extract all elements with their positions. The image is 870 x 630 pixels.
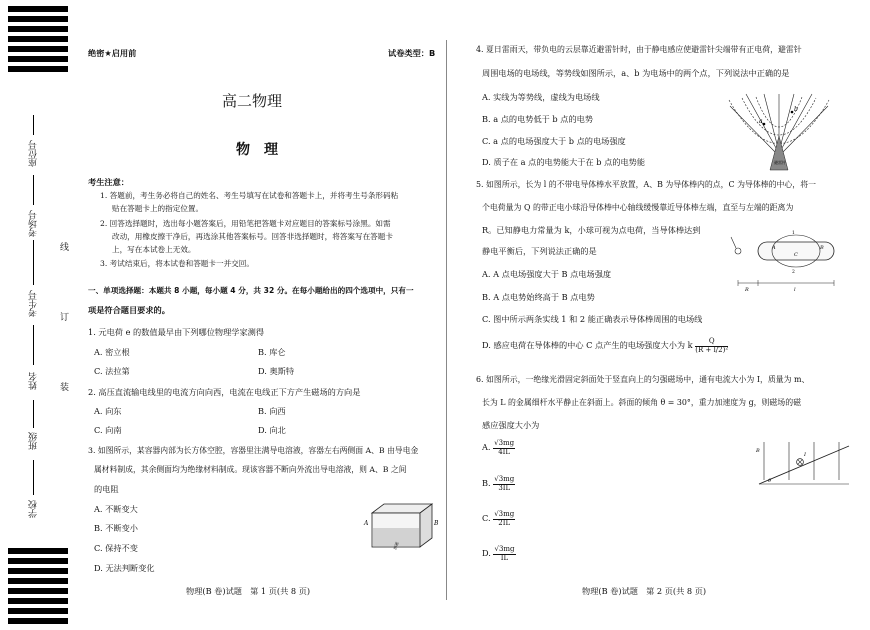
- question-6-cont: 长为 L 的金属细杆水平静止在斜面上。斜面的倾角 θ = 30°，重力加速度为 g，则磁场的磁: [482, 398, 801, 407]
- q2-option-d: D. 向北: [258, 425, 286, 435]
- fig5-label-a: A: [772, 245, 776, 251]
- notice-line: 3. 考试结束后，将本试卷和答题卡一并交回。: [100, 259, 254, 268]
- school-label: 学校: [29, 500, 39, 518]
- question-5-cont: 个电荷量为 Q 的带正电小球沿导体棒中心轴线缓慢靠近导体棒左端，直至与左端的距离为: [482, 203, 794, 212]
- notice-line: 2. 回答选择题时，选出每小题答案后，用铅笔把答题卡对应题目的答案标号涂黑。如需: [100, 219, 391, 228]
- q1-option-d: D. 奥斯特: [258, 366, 295, 376]
- q6-option-b: [482, 476, 515, 492]
- q6-a-num: √3mg: [494, 439, 515, 447]
- q6-option-b-label: B.: [482, 478, 491, 489]
- q6-option-d: [482, 546, 516, 562]
- question-5-cont: 静电平衡后，下列说法正确的是: [482, 246, 597, 256]
- q6-option-a-label: A.: [482, 442, 491, 453]
- question-6: 6. 如图所示，一绝缘光滑固定斜面处于竖直向上的匀强磁场中，通有电流大小为 I，质量为 m、: [476, 375, 810, 384]
- q5-option-a: A. A 点电场强度大于 B 点电场强度: [482, 269, 612, 279]
- question-5: 5. 如图所示，长为 l 的不带电导体棒水平放置，A、B 为导体棒内的点，C 为导体棒的中心，将一: [476, 180, 816, 189]
- examinee-label: 考生号: [29, 290, 39, 317]
- fig5-length-l: l: [794, 287, 796, 293]
- q3-option-c: C. 保持不变: [94, 543, 138, 553]
- question-4: 4. 夏日雷雨天，带负电的云层靠近避雷针时，由于静电感应使避雷针尖端带有正电荷，避雷针: [476, 45, 802, 54]
- right-footer: 物理(B 卷)试题 第 2 页(共 8 页): [582, 586, 707, 596]
- q2-option-a: A. 向东: [94, 406, 122, 416]
- right-page: [446, 0, 870, 630]
- section-heading: 一、单项选择题：本题共 8 小题，每小题 4 分，共 32 分。在每小题给出的四个选项中，只有一: [88, 286, 414, 295]
- fig4-point-a: a: [759, 118, 763, 125]
- lightning-rod-figure: [724, 92, 834, 172]
- fig5-label-b: B: [820, 245, 824, 251]
- q4-option-d: D. 质子在 a 点的电势能大于在 b 点的电势能: [482, 157, 646, 167]
- q5-option-d-text: D. 感应电荷在导体棒的中心 C 点产生的电场强度大小为 k: [482, 340, 693, 351]
- q3-option-a: A. 不断变大: [94, 504, 138, 514]
- binding-line-mark: 线: [60, 243, 70, 253]
- q4-option-b: B. a 点的电势低于 b 点的电势: [482, 114, 594, 124]
- q1-option-c: C. 法拉第: [94, 366, 130, 376]
- fig4-point-b: b: [794, 106, 798, 113]
- q4-option-c: C. a 点的电场强度大于 b 点的电场强度: [482, 136, 626, 146]
- question-4-cont: 周围电场的电场线，等势线如图所示，a、b 为电场中的两个点，下列说法中正确的是: [482, 68, 790, 78]
- notice-heading: 考生注意：: [88, 177, 129, 187]
- q2-option-b: B. 向西: [258, 406, 286, 416]
- confidential-label: 绝密★启用前: [88, 48, 137, 58]
- binding-bind-mark: 装: [60, 383, 70, 393]
- q6-option-d-label: D.: [482, 548, 491, 559]
- seat-label: 座位号: [29, 140, 39, 167]
- q6-c-num: √3mg: [494, 510, 515, 518]
- question-3-cont: 属材料制成，其余侧面均为绝缘材料制成。现该容器不断向外流出导电溶液，则 A、B 之间: [94, 465, 407, 474]
- fig6-current-i: I: [804, 452, 806, 458]
- q6-a-den: 4IL: [498, 447, 511, 456]
- fig6-angle: θ: [768, 478, 772, 484]
- q5-option-b: B. A 点电势始终高于 B 点电势: [482, 292, 595, 302]
- question-3: 3. 如图所示，某容器内部为长方体空腔，容器里注满导电溶液，容器左右两侧面 A、B 由导电金: [88, 446, 419, 455]
- q5-option-d: [482, 338, 728, 354]
- q6-fraction-d: [493, 546, 515, 562]
- q6-d-num: √3mg: [494, 545, 515, 553]
- fig5-label-c: C: [794, 252, 798, 258]
- question-5-cont: R。已知静电力常量为 k，小球可视为点电荷，当导体棒达到: [482, 225, 701, 235]
- question-3-cont: 的电阻: [94, 484, 119, 494]
- question-2: 2. 高压直流输电线里的电流方向向西，电流在电线正下方产生磁场的方向是: [88, 387, 361, 397]
- subject-title: 物 理: [236, 142, 278, 158]
- q6-fraction-c: [493, 511, 515, 527]
- fig5-line-2: 2: [792, 270, 795, 275]
- name-label: 姓名: [29, 372, 39, 390]
- q6-b-num: √3mg: [494, 475, 515, 483]
- room-label: 考场号: [29, 210, 39, 237]
- q6-b-den: 3IL: [498, 483, 511, 492]
- q6-option-c: [482, 511, 515, 527]
- left-footer: 物理(B 卷)试题 第 1 页(共 8 页): [186, 586, 311, 596]
- conductor-rod-figure: [728, 225, 848, 293]
- q4-option-a: A. 实线为等势线，虚线为电场线: [482, 92, 600, 102]
- page-title: 高二物理: [222, 92, 283, 110]
- q3-option-b: B. 不断变小: [94, 523, 138, 533]
- notice-line: 改动，用橡皮擦干净后，再选涂其他答案标号。回答非选择题时，将答案写在答题卡: [112, 232, 393, 241]
- q6-fraction-b: [493, 476, 515, 492]
- q5-option-c: C. 图中所示两条实线 1 和 2 能正确表示导体棒周围的电场线: [482, 314, 703, 324]
- fig5-line-1: 1: [792, 231, 795, 236]
- q1-option-a: A. 密立根: [94, 347, 130, 357]
- incline-figure: [754, 440, 854, 490]
- q2-option-c: C. 向南: [94, 425, 122, 435]
- q6-fraction-a: [493, 440, 515, 456]
- fig3-label-b: B: [434, 520, 439, 527]
- fig5-distance-r: R: [745, 287, 749, 293]
- notice-line: 1. 答题前，考生务必将自己的姓名、考生号填写在试卷和答题卡上，并将考生号条形码粘: [100, 191, 399, 200]
- paper-type: 试卷类型：B: [388, 48, 436, 58]
- notice-line: 贴在答题卡上的指定位置。: [112, 204, 204, 213]
- fig4-rod-label: 避雷针: [774, 160, 786, 165]
- question-6-cont: 感应强度大小为: [482, 420, 540, 430]
- q6-d-den: IL: [500, 553, 509, 562]
- q6-option-c-label: C.: [482, 513, 491, 524]
- binding-order-mark: 订: [60, 313, 70, 323]
- container-figure: [360, 498, 440, 556]
- class-label: 班级: [29, 432, 39, 450]
- q5-frac-num: Q: [695, 338, 728, 347]
- q6-option-a: [482, 440, 515, 456]
- notice-line: 上，写在本试卷上无效。: [112, 245, 196, 254]
- q3-option-d: D. 无法判断变化: [94, 563, 155, 573]
- section-heading-cont: 项是符合题目要求的。: [88, 305, 170, 315]
- q5-frac-den: (R + l/2)²: [695, 345, 729, 354]
- q6-c-den: 2IL: [498, 518, 511, 527]
- question-1: 1. 元电荷 e 的数值最早由下列哪位物理学家测得: [88, 327, 265, 337]
- fig6-field-b: B: [756, 448, 760, 454]
- fig3-solution-label: 溶液: [392, 541, 400, 551]
- fig3-label-a: A: [364, 520, 369, 527]
- q1-option-b: B. 库仑: [258, 347, 286, 357]
- q5-fraction: [695, 338, 728, 354]
